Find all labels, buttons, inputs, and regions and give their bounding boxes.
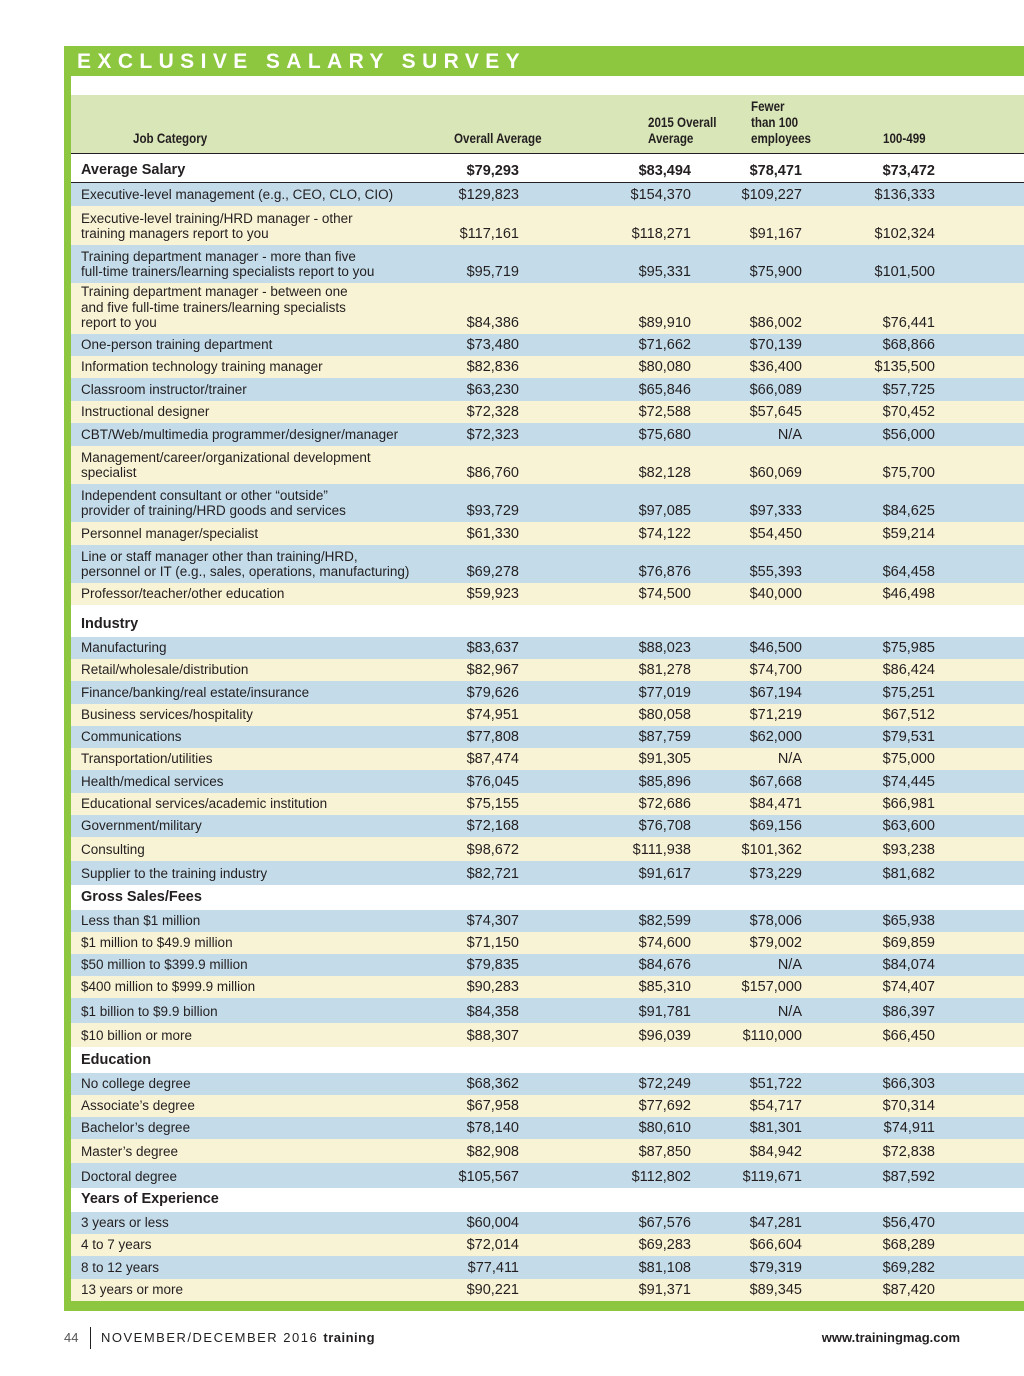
table-row <box>71 1117 1024 1139</box>
row-label: $50 million to $399.9 million <box>81 957 248 973</box>
table-row <box>71 793 1024 815</box>
fewer-than-100-cell: $84,471 <box>749 796 802 812</box>
website-url: www.trainingmag.com <box>821 1330 960 1345</box>
table-row <box>71 423 1024 446</box>
average-2015-cell: $87,759 <box>638 729 691 745</box>
section-heading <box>71 1047 1024 1073</box>
overall-average-cell: $98,672 <box>466 842 519 858</box>
section-label: Years of Experience <box>81 1191 219 1208</box>
fewer-than-100-cell: $70,139 <box>749 337 802 353</box>
average-2015-cell: $72,249 <box>638 1076 691 1092</box>
table-row <box>71 815 1024 837</box>
overall-average-cell: $78,140 <box>466 1120 519 1136</box>
fewer-than-100-cell: $78,471 <box>749 163 802 179</box>
range-100-499-cell: $136,333 <box>874 187 935 203</box>
fewer-than-100-cell: $67,668 <box>749 774 802 790</box>
range-100-499-cell: $66,450 <box>882 1028 935 1044</box>
page-number: 44 <box>64 1330 79 1345</box>
average-2015-cell: $72,588 <box>638 404 691 420</box>
range-100-499-cell: $68,866 <box>882 337 935 353</box>
overall-average-cell: $60,004 <box>466 1215 519 1231</box>
overall-average-cell: $63,230 <box>466 382 519 398</box>
overall-average-cell: $87,474 <box>466 751 519 767</box>
overall-average-cell: $88,307 <box>466 1028 519 1044</box>
header-job-category: Job Category <box>133 131 208 146</box>
table-row <box>71 1073 1024 1095</box>
range-100-499-cell: $93,238 <box>882 842 935 858</box>
average-2015-cell: $82,599 <box>638 913 691 929</box>
footer-separator <box>90 1327 91 1349</box>
row-label: Retail/wholesale/distribution <box>81 662 249 678</box>
table-row <box>71 748 1024 770</box>
row-label: Executive-level training/HRD manager - other training managers report to you <box>81 210 353 242</box>
row-label: One-person training department <box>81 337 273 353</box>
average-2015-cell: $91,781 <box>638 1004 691 1020</box>
fewer-than-100-cell: $66,604 <box>749 1237 802 1253</box>
range-100-499-cell: $135,500 <box>874 359 935 375</box>
fewer-than-100-cell: $71,219 <box>749 707 802 723</box>
average-2015-cell: $76,876 <box>638 564 691 580</box>
table-row <box>71 637 1024 659</box>
row-label: Business services/hospitality <box>81 707 253 723</box>
table-row <box>71 704 1024 726</box>
row-label: 13 years or more <box>81 1282 184 1298</box>
overall-average-cell: $75,155 <box>466 796 519 812</box>
row-label: $1 million to $49.9 million <box>81 935 233 951</box>
row-label: Training department manager - more than five full-time trainers/learning specialists report to you <box>81 248 375 280</box>
fewer-than-100-cell: $91,167 <box>749 226 802 242</box>
range-100-499-cell: $66,303 <box>882 1076 935 1092</box>
range-100-499-cell: $79,531 <box>882 729 935 745</box>
fewer-than-100-cell: N/A <box>777 427 802 443</box>
row-label: Line or staff manager other than training/HRD, personnel or IT (e.g., sales, operations, manufacturing) <box>81 548 410 580</box>
overall-average-cell: $105,567 <box>458 1169 519 1185</box>
range-100-499-cell: $87,592 <box>882 1169 935 1185</box>
average-2015-cell: $118,271 <box>631 226 691 242</box>
average-2015-cell: $91,617 <box>638 866 691 882</box>
overall-average-cell: $82,721 <box>466 866 519 882</box>
fewer-than-100-cell: $86,002 <box>749 315 802 331</box>
row-label: $10 billion or more <box>81 1028 193 1044</box>
table-row <box>71 522 1024 545</box>
overall-average-cell: $72,323 <box>466 427 519 443</box>
fewer-than-100-cell: $54,717 <box>749 1098 802 1114</box>
table-row <box>71 1163 1024 1188</box>
table-row <box>71 1256 1024 1279</box>
average-2015-cell: $82,128 <box>638 465 691 481</box>
range-100-499-cell: $57,725 <box>882 382 935 398</box>
section-label: Education <box>81 1052 152 1069</box>
table-row <box>71 1139 1024 1163</box>
average-2015-cell: $89,910 <box>638 315 691 331</box>
fewer-than-100-cell: $51,722 <box>749 1076 802 1092</box>
header-rule <box>71 153 1024 154</box>
average-2015-cell: $77,019 <box>638 685 691 701</box>
fewer-than-100-cell: $46,500 <box>749 640 802 656</box>
average-2015-cell: $80,058 <box>638 707 691 723</box>
overall-average-cell: $83,637 <box>466 640 519 656</box>
range-100-499-cell: $68,289 <box>882 1237 935 1253</box>
table-row <box>71 861 1024 885</box>
row-label: Less than $1 million <box>81 913 201 929</box>
overall-average-cell: $79,835 <box>466 957 519 973</box>
range-100-499-cell: $73,472 <box>882 163 935 179</box>
row-label: Bachelor’s degree <box>81 1120 191 1136</box>
fewer-than-100-cell: $110,000 <box>742 1028 802 1044</box>
overall-average-cell: $129,823 <box>458 187 519 203</box>
range-100-499-cell: $65,938 <box>882 913 935 929</box>
fewer-than-100-cell: $54,450 <box>749 526 802 542</box>
range-100-499-cell: $66,981 <box>882 796 935 812</box>
header-2015-average: 2015 Overall Average <box>648 115 717 146</box>
overall-average-cell: $73,480 <box>466 337 519 353</box>
fewer-than-100-cell: $67,194 <box>749 685 802 701</box>
overall-average-cell: $77,411 <box>467 1260 519 1276</box>
row-label: $400 million to $999.9 million <box>81 979 256 995</box>
fewer-than-100-cell: $157,000 <box>741 979 802 995</box>
range-100-499-cell: $67,512 <box>882 707 935 723</box>
range-100-499-cell: $64,458 <box>882 564 935 580</box>
fewer-than-100-cell: N/A <box>777 957 802 973</box>
banner-title: EXCLUSIVE SALARY SURVEY <box>77 50 527 73</box>
fewer-than-100-cell: $81,301 <box>749 1120 802 1136</box>
table-row <box>71 932 1024 954</box>
overall-average-cell: $86,760 <box>466 465 519 481</box>
row-label: Manufacturing <box>81 640 167 656</box>
overall-average-cell: $84,386 <box>466 315 519 331</box>
overall-average-cell: $74,951 <box>466 707 519 723</box>
table-row <box>71 283 1024 334</box>
average-2015-cell: $111,938 <box>632 842 691 858</box>
table-row <box>71 681 1024 704</box>
fewer-than-100-cell: $57,645 <box>749 404 802 420</box>
range-100-499-cell: $84,074 <box>882 957 935 973</box>
fewer-than-100-cell: N/A <box>777 1004 802 1020</box>
fewer-than-100-cell: $78,006 <box>749 913 802 929</box>
fewer-than-100-cell: $79,002 <box>749 935 802 951</box>
table-row <box>71 910 1024 932</box>
table-row <box>71 659 1024 681</box>
range-100-499-cell: $102,324 <box>874 226 935 242</box>
average-2015-cell: $83,494 <box>638 163 691 179</box>
overall-average-cell: $72,328 <box>466 404 519 420</box>
table-row <box>71 545 1024 583</box>
fewer-than-100-cell: $75,900 <box>749 264 802 280</box>
average-2015-cell: $74,600 <box>638 935 691 951</box>
row-label: Classroom instructor/trainer <box>81 382 247 398</box>
average-2015-cell: $91,371 <box>638 1282 691 1298</box>
table-row <box>71 245 1024 283</box>
range-100-499-cell: $81,682 <box>882 866 935 882</box>
table-row <box>71 1023 1024 1047</box>
overall-average-cell: $90,221 <box>466 1282 519 1298</box>
row-label: Executive-level management (e.g., CEO, CLO, CIO) <box>81 187 394 203</box>
issue-line: NOVEMBER/DECEMBER 2016 training <box>101 1330 376 1345</box>
fewer-than-100-cell: $47,281 <box>749 1215 802 1231</box>
section-heading <box>71 885 1024 910</box>
overall-average-cell: $82,967 <box>466 662 519 678</box>
row-label: Independent consultant or other “outside” provider of training/HRD goods and services <box>81 487 346 519</box>
section-heading <box>71 605 1024 637</box>
row-label: Transportation/utilities <box>81 751 213 767</box>
row-label: CBT/Web/multimedia programmer/designer/manager <box>81 427 399 443</box>
table-row <box>71 1212 1024 1234</box>
row-label: Associate’s degree <box>81 1098 195 1114</box>
row-label: Finance/banking/real estate/insurance <box>81 685 310 701</box>
fewer-than-100-cell: $101,362 <box>741 842 802 858</box>
average-2015-cell: $96,039 <box>638 1028 691 1044</box>
average-2015-cell: $88,023 <box>638 640 691 656</box>
table-row <box>71 726 1024 748</box>
range-100-499-cell: $70,314 <box>882 1098 935 1114</box>
average-2015-cell: $154,370 <box>630 187 691 203</box>
range-100-499-cell: $46,498 <box>882 586 935 602</box>
fewer-than-100-cell: $36,400 <box>749 359 802 375</box>
fewer-than-100-cell: $62,000 <box>749 729 802 745</box>
overall-average-cell: $69,278 <box>466 564 519 580</box>
overall-average-cell: $59,923 <box>466 586 519 602</box>
table-row <box>71 954 1024 976</box>
table-row <box>71 1095 1024 1117</box>
range-100-499-cell: $84,625 <box>882 503 935 519</box>
average-2015-cell: $112,802 <box>631 1169 691 1185</box>
survey-banner <box>64 46 527 76</box>
row-label: Average Salary <box>81 162 186 179</box>
range-100-499-cell: $63,600 <box>882 818 935 834</box>
table-row <box>71 401 1024 423</box>
row-label: Doctoral degree <box>81 1169 178 1185</box>
average-2015-cell: $69,283 <box>638 1237 691 1253</box>
overall-average-cell: $71,150 <box>466 935 519 951</box>
average-2015-cell: $71,662 <box>638 337 691 353</box>
range-100-499-cell: $74,407 <box>882 979 935 995</box>
row-label: Supplier to the training industry <box>81 866 268 882</box>
fewer-than-100-cell: $55,393 <box>749 564 802 580</box>
row-label: Consulting <box>81 842 145 858</box>
range-100-499-cell: $59,214 <box>882 526 935 542</box>
range-100-499-cell: $56,470 <box>882 1215 935 1231</box>
fewer-than-100-cell: $66,089 <box>749 382 802 398</box>
fewer-than-100-cell: $119,671 <box>742 1169 802 1185</box>
range-100-499-cell: $56,000 <box>882 427 935 443</box>
overall-average-cell: $82,908 <box>466 1144 519 1160</box>
range-100-499-cell: $75,700 <box>882 465 935 481</box>
range-100-499-cell: $70,452 <box>882 404 935 420</box>
average-2015-cell: $74,122 <box>638 526 691 542</box>
row-label: 4 to 7 years <box>81 1237 152 1253</box>
section-label: Industry <box>81 616 139 633</box>
average-2015-cell: $80,080 <box>638 359 691 375</box>
row-label: 8 to 12 years <box>81 1260 160 1276</box>
header-100-499: 100-499 <box>883 131 926 146</box>
overall-average-cell: $95,719 <box>466 264 519 280</box>
row-label: Educational services/academic institution <box>81 796 328 812</box>
average-salary-row <box>71 155 1024 183</box>
average-2015-cell: $81,278 <box>638 662 691 678</box>
range-100-499-cell: $76,441 <box>882 315 935 331</box>
overall-average-cell: $84,358 <box>466 1004 519 1020</box>
range-100-499-cell: $75,985 <box>882 640 935 656</box>
table-row <box>71 976 1024 998</box>
fewer-than-100-cell: $84,942 <box>749 1144 802 1160</box>
table-row <box>71 446 1024 484</box>
range-100-499-cell: $86,397 <box>882 1004 935 1020</box>
range-100-499-cell: $69,859 <box>882 935 935 951</box>
average-2015-cell: $85,896 <box>638 774 691 790</box>
fewer-than-100-cell: N/A <box>777 751 802 767</box>
table-row <box>71 334 1024 356</box>
average-2015-cell: $72,686 <box>638 796 691 812</box>
table-row <box>71 378 1024 401</box>
table-row <box>71 998 1024 1023</box>
row-label: Information technology training manager <box>81 359 323 375</box>
fewer-than-100-cell: $40,000 <box>749 586 802 602</box>
row-label: Professor/teacher/other education <box>81 586 285 602</box>
row-label: Management/career/organizational development specialist <box>81 449 371 481</box>
overall-average-cell: $117,161 <box>459 226 519 242</box>
row-label: Personnel manager/specialist <box>81 526 259 542</box>
table-row <box>71 206 1024 245</box>
overall-average-cell: $93,729 <box>466 503 519 519</box>
table-row <box>71 583 1024 605</box>
overall-average-cell: $76,045 <box>466 774 519 790</box>
fewer-than-100-cell: $73,229 <box>749 866 802 882</box>
average-2015-cell: $76,708 <box>638 818 691 834</box>
row-label: $1 billion to $9.9 billion <box>81 1004 218 1020</box>
row-label: Government/military <box>81 818 202 834</box>
average-2015-cell: $81,108 <box>638 1260 691 1276</box>
row-label: No college degree <box>81 1076 191 1092</box>
row-label: Master’s degree <box>81 1144 179 1160</box>
table-header <box>71 95 1024 153</box>
header-overall-average: Overall Average <box>454 131 542 146</box>
range-100-499-cell: $69,282 <box>882 1260 935 1276</box>
average-2015-cell: $75,680 <box>638 427 691 443</box>
average-2015-cell: $97,085 <box>638 503 691 519</box>
range-100-499-cell: $101,500 <box>874 264 935 280</box>
average-2015-cell: $84,676 <box>638 957 691 973</box>
overall-average-cell: $77,808 <box>466 729 519 745</box>
average-2015-cell: $87,850 <box>638 1144 691 1160</box>
range-100-499-cell: $74,445 <box>882 774 935 790</box>
section-heading <box>71 1188 1024 1212</box>
range-100-499-cell: $75,000 <box>882 751 935 767</box>
overall-average-cell: $67,958 <box>466 1098 519 1114</box>
average-2015-cell: $80,610 <box>638 1120 691 1136</box>
fewer-than-100-cell: $69,156 <box>749 818 802 834</box>
table-row <box>71 183 1024 206</box>
overall-average-cell: $61,330 <box>466 526 519 542</box>
table-row <box>71 1234 1024 1256</box>
average-2015-cell: $67,576 <box>638 1215 691 1231</box>
row-label: Instructional designer <box>81 404 210 420</box>
fewer-than-100-cell: $89,345 <box>749 1282 802 1298</box>
table-row <box>71 356 1024 378</box>
section-label: Gross Sales/Fees <box>81 889 202 906</box>
table-row <box>71 770 1024 793</box>
overall-average-cell: $74,307 <box>466 913 519 929</box>
fewer-than-100-cell: $74,700 <box>749 662 802 678</box>
fewer-than-100-cell: $97,333 <box>749 503 802 519</box>
range-100-499-cell: $75,251 <box>882 685 935 701</box>
row-label: Training department manager - between one and five full-time trainers/learning specialists report to you <box>81 284 348 331</box>
average-2015-cell: $91,305 <box>638 751 691 767</box>
row-label: Communications <box>81 729 182 745</box>
magazine-name: training <box>323 1330 376 1345</box>
overall-average-cell: $90,283 <box>466 979 519 995</box>
range-100-499-cell: $87,420 <box>882 1282 935 1298</box>
average-2015-cell: $74,500 <box>638 586 691 602</box>
average-2015-cell: $95,331 <box>638 264 691 280</box>
fewer-than-100-cell: $79,319 <box>749 1260 802 1276</box>
range-100-499-cell: $74,911 <box>883 1120 935 1136</box>
header-fewer-than-100: Fewer than 100 employees <box>751 99 812 146</box>
range-100-499-cell: $72,838 <box>882 1144 935 1160</box>
table-row <box>71 1279 1024 1301</box>
fewer-than-100-cell: $109,227 <box>741 187 802 203</box>
average-2015-cell: $65,846 <box>638 382 691 398</box>
average-2015-cell: $77,692 <box>638 1098 691 1114</box>
overall-average-cell: $68,362 <box>466 1076 519 1092</box>
table-row <box>71 837 1024 861</box>
range-100-499-cell: $86,424 <box>882 662 935 678</box>
table-row <box>71 484 1024 522</box>
overall-average-cell: $72,014 <box>466 1237 519 1253</box>
overall-average-cell: $79,626 <box>466 685 519 701</box>
row-label: 3 years or less <box>81 1215 169 1231</box>
average-2015-cell: $85,310 <box>638 979 691 995</box>
overall-average-cell: $72,168 <box>466 818 519 834</box>
fewer-than-100-cell: $60,069 <box>749 465 802 481</box>
overall-average-cell: $79,293 <box>466 163 519 179</box>
overall-average-cell: $82,836 <box>466 359 519 375</box>
row-label: Health/medical services <box>81 774 224 790</box>
